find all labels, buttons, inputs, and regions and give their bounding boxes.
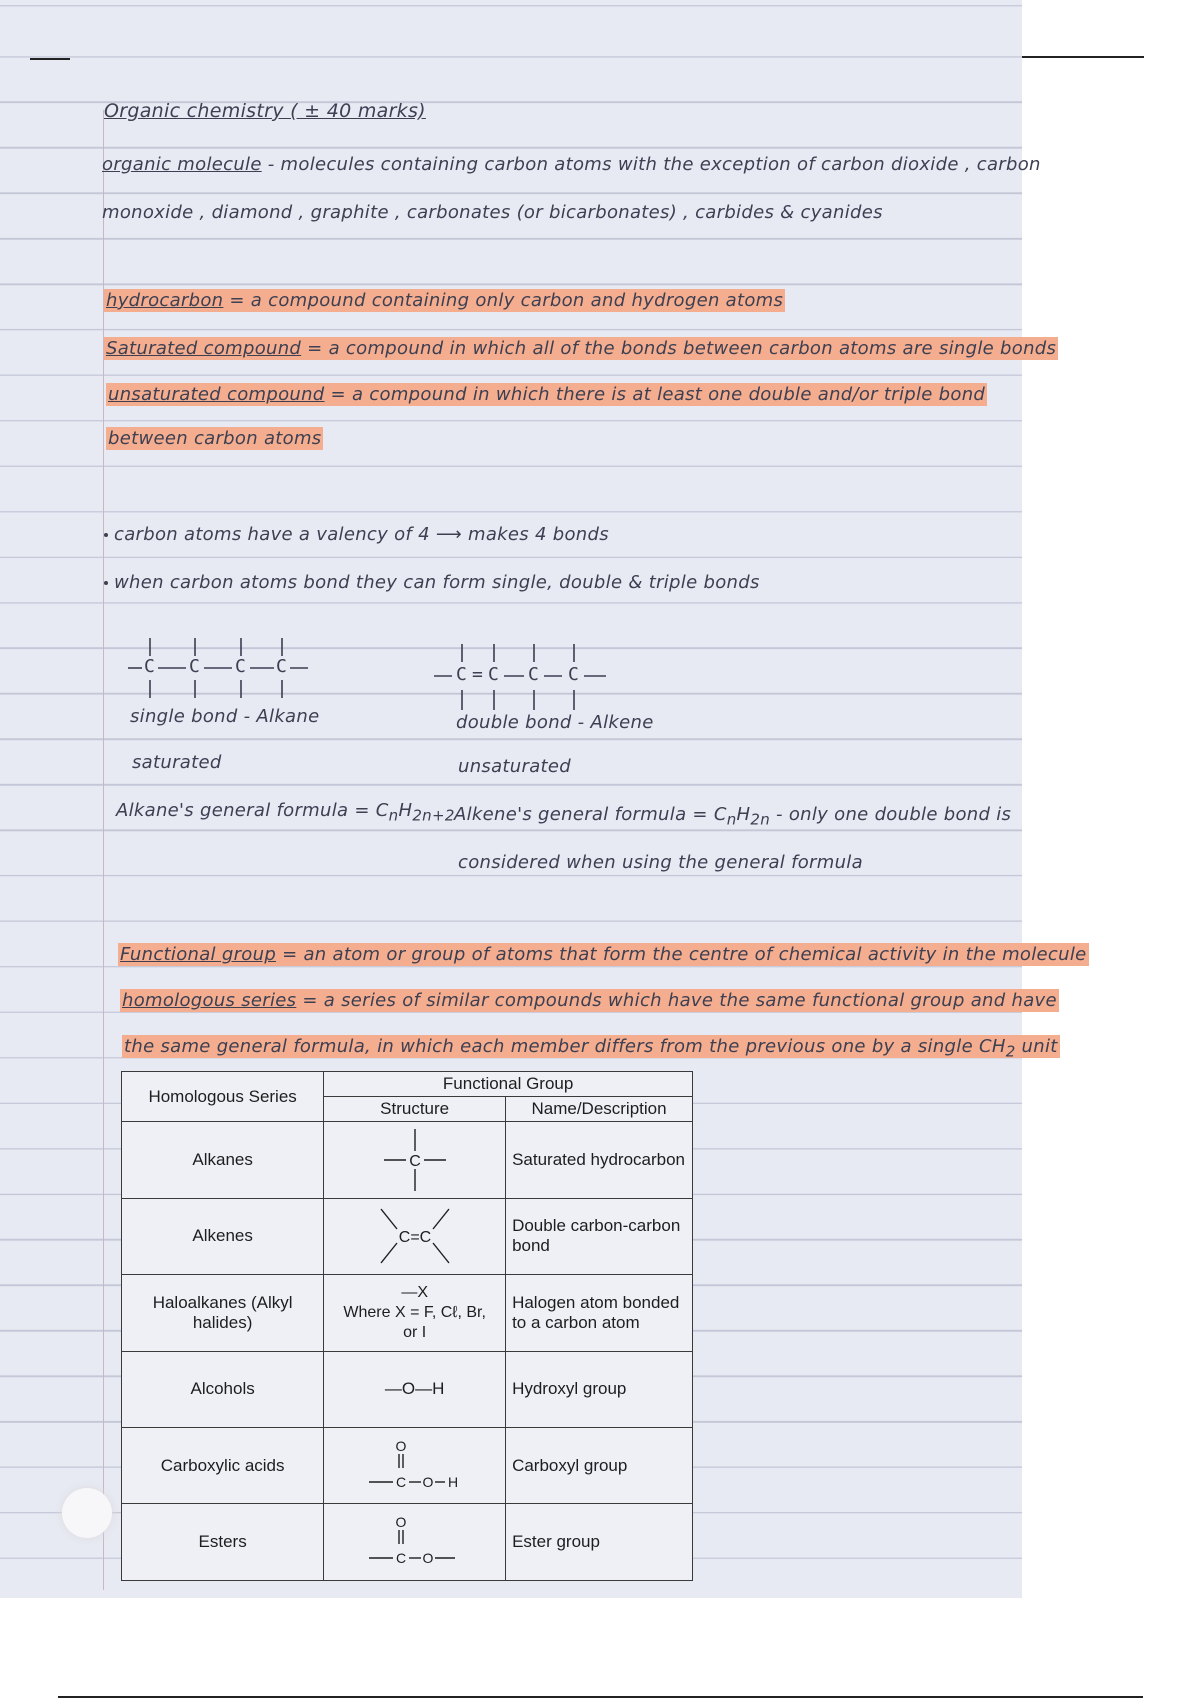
label-double-bond: double bond - Alkene (456, 712, 654, 733)
name-cell: Halogen atom bonded to a carbon atom (506, 1275, 693, 1351)
margin-line (103, 110, 104, 1590)
term: hydrocarbon (106, 290, 224, 311)
definition-unsaturated (106, 384, 987, 405)
carboxyl-structure-diagram (365, 1436, 465, 1496)
header-structure: Structure (324, 1097, 506, 1122)
definition-organic-molecule (102, 154, 1041, 175)
carbon-atom: C (528, 664, 539, 685)
arrow-right-icon: ⟶ (435, 524, 462, 545)
name-cell: Carboxyl group (506, 1428, 693, 1504)
functional-groups-table (121, 1071, 693, 1581)
series-cell: Haloalkanes (Alkyl halides) (122, 1275, 324, 1351)
carbon-atom: C (235, 656, 246, 677)
carbon-atom: C (144, 656, 155, 677)
structure-cell (324, 1122, 506, 1198)
table-row (122, 1351, 693, 1427)
bullet-bond-types: when carbon atoms bond they can form single, double & triple bonds (104, 572, 760, 593)
header-homologous-series: Homologous Series (122, 1072, 324, 1122)
term: unsaturated compound (108, 384, 325, 405)
definition-text: = a compound in which there is at least one double and/or triple bond (324, 384, 986, 405)
carbon-atom: C (568, 664, 579, 685)
series-cell: Esters (122, 1504, 324, 1581)
scan-edge-rule (30, 58, 70, 60)
table-row (122, 1198, 693, 1274)
label-single-bond: single bond - Alkane (130, 706, 320, 727)
definition-text: = a compound containing only carbon and hydrogen atoms (223, 290, 784, 311)
svg-text:O: O (395, 1514, 407, 1531)
definition-text: = an atom or group of atoms that form the centre of chemical activity in the molecule (276, 944, 1087, 965)
definition-text: = a compound in which all of the bonds between carbon atoms are single bonds (301, 338, 1057, 359)
table-row (122, 1428, 693, 1504)
alkene-chain-structure (434, 640, 634, 716)
definition-continuation: between carbon atoms (108, 428, 322, 449)
scan-edge-rule (1022, 56, 1144, 58)
carbon-atom: C (276, 656, 287, 677)
definition-continuation: monoxide , diamond , graphite , carbonates (or bicarbonates) , carbides & cyanides (102, 202, 883, 223)
svg-text:C=C: C=C (398, 1229, 431, 1247)
bullet-valency: carbon atoms have a valency of 4 ⟶ makes 4 bonds (104, 524, 609, 545)
definition-continuation: the same general formula, in which each member differs from the previous one by a single $CH_2$ unit (124, 1036, 1058, 1061)
header-functional-group: Functional Group (324, 1072, 693, 1097)
double-bond: = (472, 664, 483, 685)
carbon-atom: C (189, 656, 200, 677)
structure-cell: —O—H (324, 1351, 506, 1427)
term: Saturated compound (106, 338, 302, 359)
series-cell: Carboxylic acids (122, 1428, 324, 1504)
name-cell: Saturated hydrocarbon (506, 1122, 693, 1198)
carbon-atom: C (456, 664, 467, 685)
bullet-icon (104, 581, 108, 585)
ester-structure-diagram (365, 1512, 465, 1572)
paper-hole (62, 1488, 112, 1538)
carbon-atom: C (488, 664, 499, 685)
label-saturated: saturated (132, 752, 222, 773)
header-name-description: Name/Description (506, 1097, 693, 1122)
alkene-formula-note: considered when using the general formula (458, 852, 863, 873)
alkene-structure-diagram (375, 1203, 455, 1269)
svg-text:O: O (422, 1550, 434, 1567)
definition-text: - molecules containing carbon atoms with the exception of carbon dioxide , carbon (261, 154, 1041, 175)
name-cell: Hydroxyl group (506, 1351, 693, 1427)
structure-cell (324, 1198, 506, 1274)
table-row (122, 1275, 693, 1351)
table-row (122, 1122, 693, 1198)
term: homologous series (122, 990, 297, 1011)
svg-text:H: H (447, 1473, 458, 1490)
table-row (122, 1504, 693, 1581)
term: organic molecule (102, 154, 262, 175)
svg-text:C: C (408, 1153, 421, 1170)
bullet-icon (104, 533, 108, 537)
definition-saturated (104, 338, 1058, 359)
svg-text:C: C (395, 1550, 406, 1567)
alkene-general-formula: Alkene's general formula = $C_nH_{2n}$ - only one double bond is (454, 804, 1012, 829)
alkane-structure-diagram (380, 1127, 450, 1193)
definition-functional-group (118, 944, 1089, 965)
name-cell: Ester group (506, 1504, 693, 1581)
table-header-row (122, 1072, 693, 1097)
series-cell: Alkenes (122, 1198, 324, 1274)
definition-text: = a series of similar compounds which have the same functional group and have (296, 990, 1057, 1011)
definition-hydrocarbon (104, 290, 785, 311)
series-cell: Alkanes (122, 1122, 324, 1198)
series-cell: Alcohols (122, 1351, 324, 1427)
alkane-general-formula: Alkane's general formula = $C_nH_{2n+2}$ (116, 800, 455, 825)
page-title: Organic chemistry ( ± 40 marks) (104, 100, 426, 122)
term: Functional group (120, 944, 277, 965)
alkane-chain-structure (128, 632, 348, 704)
structure-cell: —X Where X = F, Cℓ, Br, or I (324, 1275, 506, 1351)
svg-text:C: C (395, 1473, 406, 1490)
label-unsaturated: unsaturated (458, 756, 571, 777)
definition-homologous-series (120, 990, 1059, 1011)
name-cell: Double carbon-carbon bond (506, 1198, 693, 1274)
svg-text:O: O (422, 1473, 434, 1490)
svg-text:O: O (395, 1437, 407, 1454)
structure-cell (324, 1428, 506, 1504)
scan-edge-rule (58, 1696, 1143, 1698)
structure-cell (324, 1504, 506, 1581)
